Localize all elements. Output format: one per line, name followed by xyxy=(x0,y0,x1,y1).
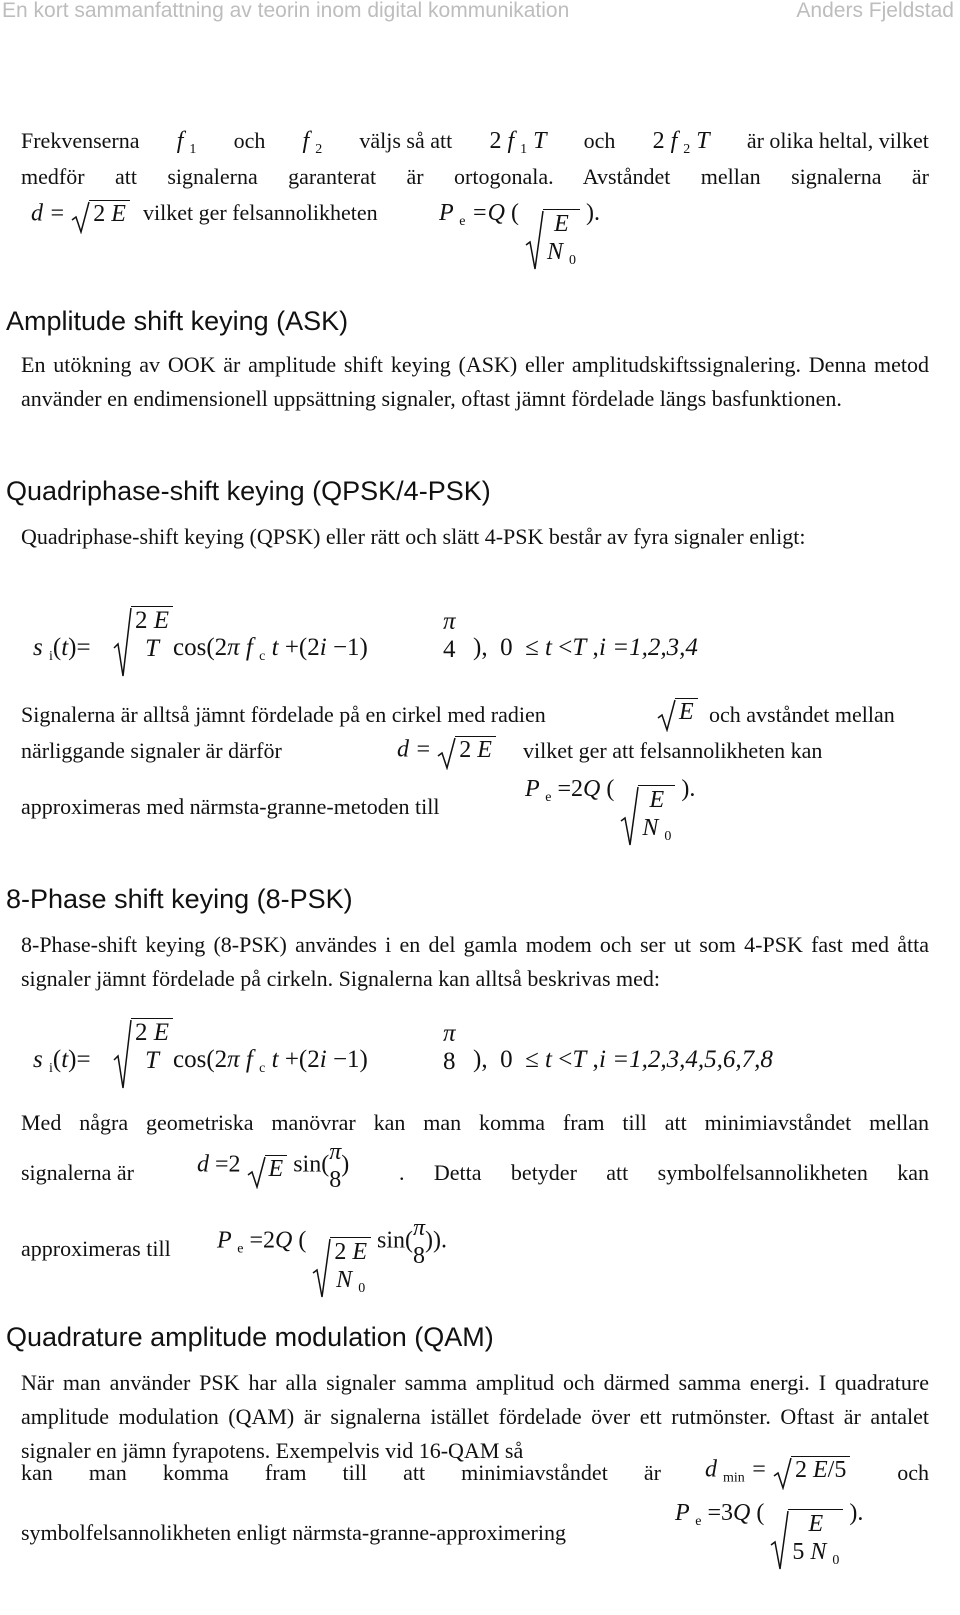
header-author: Anders Fjeldstad xyxy=(796,0,954,22)
page-header xyxy=(0,0,960,26)
formula-distance: d = 2 E xyxy=(31,200,130,230)
heading-qpsk: Quadriphase-shift keying (QPSK/4-PSK) xyxy=(6,476,491,506)
intro-text: vilket ger felsannolikheten xyxy=(143,200,378,225)
formula-2f1T: 2 f $_1$ T xyxy=(489,128,547,157)
intro-line2: medför att signalerna garanterat är ortogonala. Avståndet mellan signalerna är xyxy=(21,164,929,189)
intro-text: och xyxy=(233,128,266,153)
formula-2f2T: 2 f $_2$ T xyxy=(652,128,710,157)
qam-paragraph-2: kan man komma fram till att minimiavståndet är d $_{min}$ = 2 E/5 och symbolfelsannolikheten enligt närmsta-granne-approximering P $_e$ =3Q ( E 5 N $_0$ ). xyxy=(21,1458,929,1598)
intro-paragraph xyxy=(21,128,929,268)
header-title: En kort sammanfattning av teorin inom digital kommunikation xyxy=(2,0,570,22)
intro-text: väljs så att xyxy=(359,128,453,153)
formula-f2: f $_2$ xyxy=(302,128,323,157)
qpsk-paragraph: Quadriphase-shift keying (QPSK) eller rätt och slätt 4-PSK består av fyra signaler enligt: xyxy=(21,524,806,549)
qpsk-equation: s $_i$(t)= 2 E T cos(2π f $_c$ t +(2i −1) π 4 ), 0 ≤ t <T , i =1,2,3,4 xyxy=(33,606,933,686)
8psk-equation: s $_i$(t)= 2 E T cos(2π f $_c$ t +(2i −1) π 8 ), 0 ≤ t <T , i =1,2,3,4,5,6,7,8 xyxy=(33,1018,933,1098)
8psk-paragraph: 8-Phase-shift keying (8-PSK) användes i en del gamla modem och ser ut som 4-PSK fast med åtta signaler jämnt fördelade på cirkeln. Signalerna kan alltså beskrivas med: xyxy=(21,932,929,991)
qpsk-paragraph-2: Signalerna är alltså jämnt fördelade på en cirkel med radien E och avståndet mellan närliggande signaler är därför d = 2 E vilket ger att felsannolikheten kan approximeras med närmsta-granne-metoden till P $_e$ =2Q ( E N $_0$ ). xyxy=(21,702,929,832)
heading-qam: Quadrature amplitude modulation (QAM) xyxy=(6,1322,494,1352)
heading-8psk: 8-Phase shift keying (8-PSK) xyxy=(6,884,353,914)
formula-error-prob: P $_e$ =Q ( E N $_0$ ). xyxy=(439,200,600,275)
intro-text: Frekvenserna xyxy=(21,128,140,153)
heading-ask: Amplitude shift keying (ASK) xyxy=(6,306,349,336)
formula-f1: f $_1$ xyxy=(176,128,197,157)
8psk-paragraph-2: Med några geometriska manövrar kan man komma fram till att minimiavståndet mellan signalerna är d =2 E sin( π 8 ) . Detta betyder att symbolfelsannolikheten kan approximeras till P $_e$ =2Q ( 2 E N $_0$ sin( π 8 )). xyxy=(21,1110,929,1290)
qam-paragraph: När man använder PSK har alla signaler samma amplitud och därmed samma energi. I quadrature amplitude modulation (QAM) är signalerna istället fördelade över ett rutmönster. Oftast är antalet signaler en jämn fyrapotens. Exempelvis vid 16-QAM så xyxy=(21,1370,929,1463)
intro-text: och xyxy=(583,128,616,153)
ask-paragraph: En utökning av OOK är amplitude shift keying (ASK) eller amplitudskiftssignalering. Denna metod använder en endimensionell uppsättning signaler, oftast jämnt fördelade längs basfunktionen. xyxy=(21,352,929,411)
intro-text: är olika heltal, vilket xyxy=(746,128,929,153)
